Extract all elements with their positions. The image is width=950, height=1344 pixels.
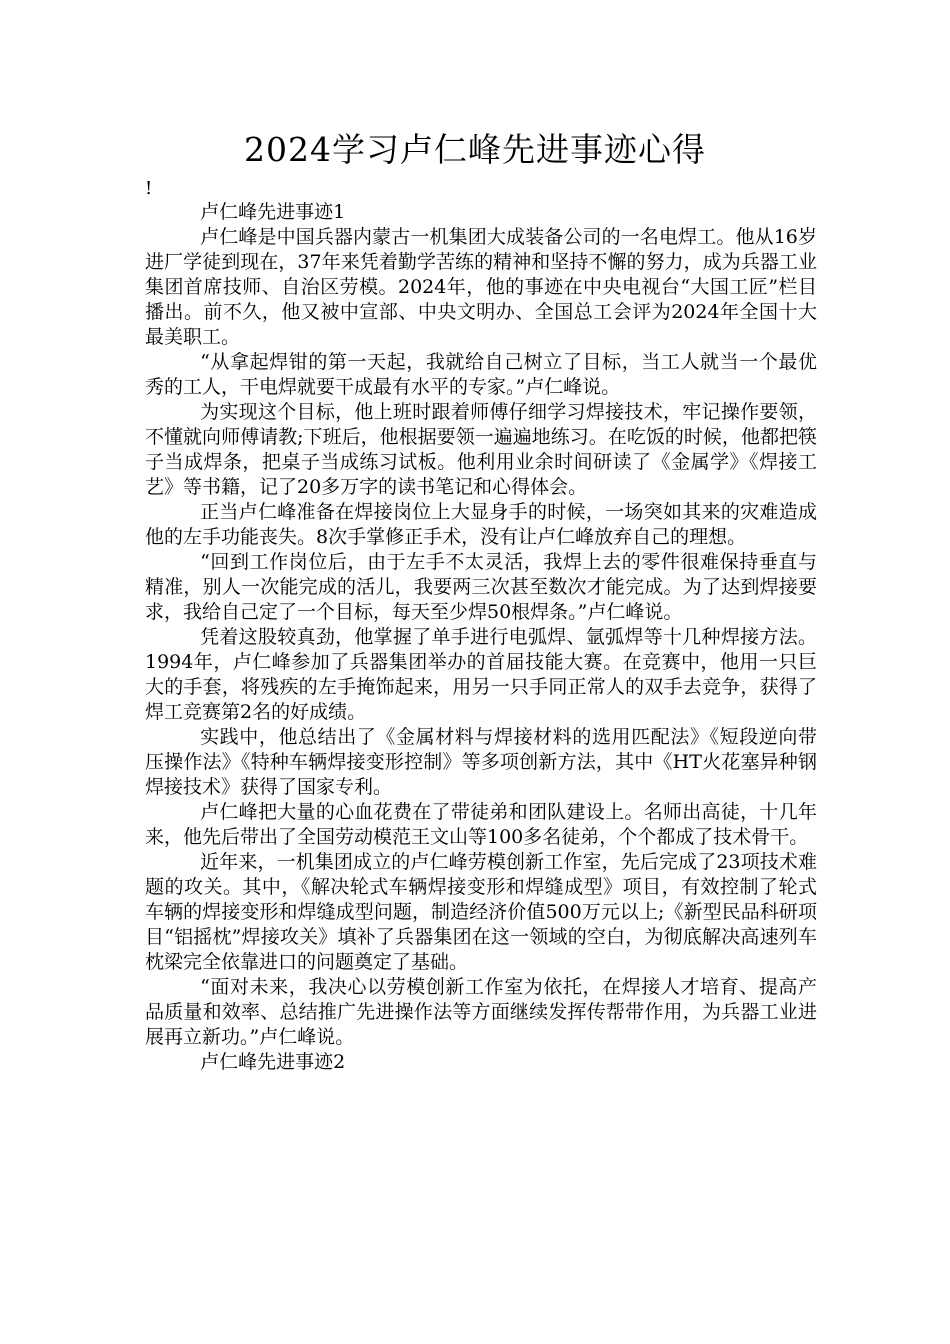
section-heading: 卢仁峰先进事迹2 [200,1051,346,1073]
document-body [145,200,817,1075]
paragraph: 卢仁峰把大量的心血花费在了带徒弟和团队建设上。名师出高徒，十几年来，他先后带出了全国劳动模范王文山等100多名徒弟，个个都成了技术骨干。 [145,801,817,848]
section-heading: 卢仁峰先进事迹1 [200,201,346,223]
paragraph: 正当卢仁峰准备在焊接岗位上大显身手的时候，一场突如其来的灾难造成他的左手功能丧失。8次手掌修正手术，没有让卢仁峰放弃自己的理想。 [145,501,817,548]
paragraph: 卢仁峰是中国兵器内蒙古一机集团大成装备公司的一名电焊工。他从16岁进厂学徒到现在，37年来凭着勤学苦练的精神和坚持不懈的努力，成为兵器工业集团首席技师、自治区劳模。2024年，他的事迹在中央电视台“大国工匠”栏目播出。前不久，他又被中宣部、中央文明办、全国总工会评为2024年全国十大最美职工。 [145,226,817,348]
paragraph: “从拿起焊钳的第一天起，我就给自己树立了目标，当工人就当一个最优秀的工人，干电焊就要干成最有水平的专家。”卢仁峰说。 [145,351,817,398]
paragraph: “面对未来，我决心以劳模创新工作室为依托，在焊接人才培育、提高产品质量和效率、总结推广先进操作法等方面继续发挥传帮带作用，为兵器工业进展再立新功。”卢仁峰说。 [145,976,817,1048]
paragraph: “回到工作岗位后，由于左手不太灵活，我焊上去的零件很难保持垂直与精准，别人一次能完成的活儿，我要两三次甚至数次才能完成。为了达到焊接要求，我给自己定了一个目标，每天至少焊50根焊条。”卢仁峰说。 [145,551,817,623]
paragraph: 近年来，一机集团成立的卢仁峰劳模创新工作室，先后完成了23项技术难题的攻关。其中，《解决轮式车辆焊接变形和焊缝成型》项目，有效控制了轮式车辆的焊接变形和焊缝成型问题，制造经济价值500万元以上;《新型民品科研项目“铝摇枕”焊接攻关》填补了兵器集团在这一领域的空白，为彻底解决高速列车枕梁完全依靠进口的问题奠定了基础。 [145,851,817,973]
stray-mark: ! [145,178,153,199]
paragraph: 实践中，他总结出了《金属材料与焊接材料的选用匹配法》《短段逆向带压操作法》《特种车辆焊接变形控制》等多项创新方法，其中《HT火花塞异种钢焊接技术》获得了国家专利。 [145,726,817,798]
document-title: 2024学习卢仁峰先进事迹心得 [244,130,706,169]
paragraph: 为实现这个目标，他上班时跟着师傅仔细学习焊接技术，牢记操作要领，不懂就向师傅请教;下班后，他根据要领一遍遍地练习。在吃饭的时候，他都把筷子当成焊条，把桌子当成练习试板。他利用业余时间研读了《金属学》《焊接工艺》等书籍，记了20多万字的读书笔记和心得体会。 [145,401,817,498]
paragraph: 凭着这股较真劲，他掌握了单手进行电弧焊、氩弧焊等十几种焊接方法。1994年，卢仁峰参加了兵器集团举办的首届技能大赛。在竞赛中，他用一只巨大的手套，将残疾的左手掩饰起来，用另一只手同正常人的双手去竞争，获得了焊工竞赛第2名的好成绩。 [145,626,817,723]
